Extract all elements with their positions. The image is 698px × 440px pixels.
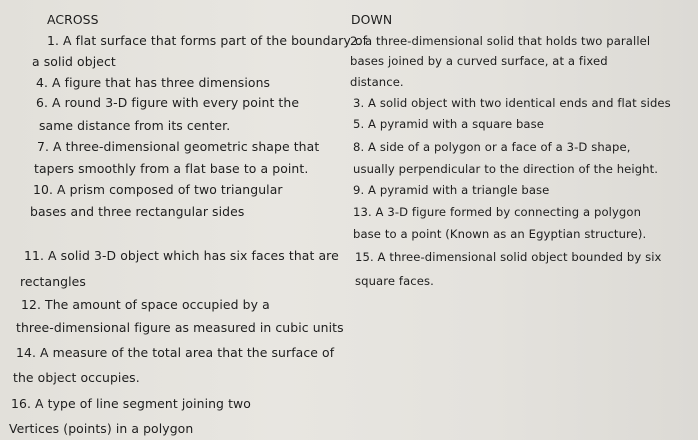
across-clue-line: bases and three rectangular sides <box>30 204 245 219</box>
across-clue-line: tapers smoothly from a flat base to a point. <box>34 161 309 176</box>
across-clue-line: a solid object <box>32 54 116 69</box>
across-clue-line: 11. A solid 3-D object which has six faces that are <box>24 248 339 263</box>
down-clue-line: square faces. <box>355 274 434 288</box>
across-clue-line: same distance from its center. <box>39 118 231 133</box>
down-clue-line: base to a point (Known as an Egyptian structure). <box>353 227 647 241</box>
down-clue-line: 2. a three-dimensional solid that holds two parallel <box>350 34 651 48</box>
down-clue-line: 9. A pyramid with a triangle base <box>353 183 550 197</box>
across-clue-line: 10. A prism composed of two triangular <box>33 182 283 197</box>
down-clue-line: 13. A 3-D figure formed by connecting a polygon <box>353 205 642 219</box>
across-clue-line: 4. A figure that has three dimensions <box>36 75 271 90</box>
across-heading: ACROSS <box>47 12 99 27</box>
across-clue-line: rectangles <box>20 274 86 289</box>
across-clue-line: 7. A three-dimensional geometric shape that <box>37 139 320 154</box>
across-clue-line: 6. A round 3-D figure with every point the <box>36 95 300 110</box>
down-clue-line: distance. <box>350 75 404 89</box>
down-clue-line: 8. A side of a polygon or a face of a 3-D shape, <box>353 140 631 154</box>
across-clue-line: the object occupies. <box>13 370 140 385</box>
across-clue-line: 14. A measure of the total area that the surface of <box>16 345 335 360</box>
down-clue-line: 15. A three-dimensional solid object bounded by six <box>355 250 662 264</box>
down-heading: DOWN <box>351 12 393 27</box>
down-clue-line: usually perpendicular to the direction of the height. <box>353 162 659 176</box>
down-clue-line: 3. A solid object with two identical ends and flat sides <box>353 96 671 110</box>
across-clue-line: Vertices (points) in a polygon <box>9 421 194 436</box>
across-clue-line: three-dimensional figure as measured in cubic units <box>16 320 344 335</box>
across-clue-line: 16. A type of line segment joining two <box>11 396 251 411</box>
down-clue-line: 5. A pyramid with a square base <box>353 117 545 131</box>
across-clue-line: 12. The amount of space occupied by a <box>21 297 270 312</box>
down-clue-line: bases joined by a curved surface, at a fixed <box>350 54 608 68</box>
across-clue-line: 1. A flat surface that forms part of the boundary of <box>47 33 368 48</box>
